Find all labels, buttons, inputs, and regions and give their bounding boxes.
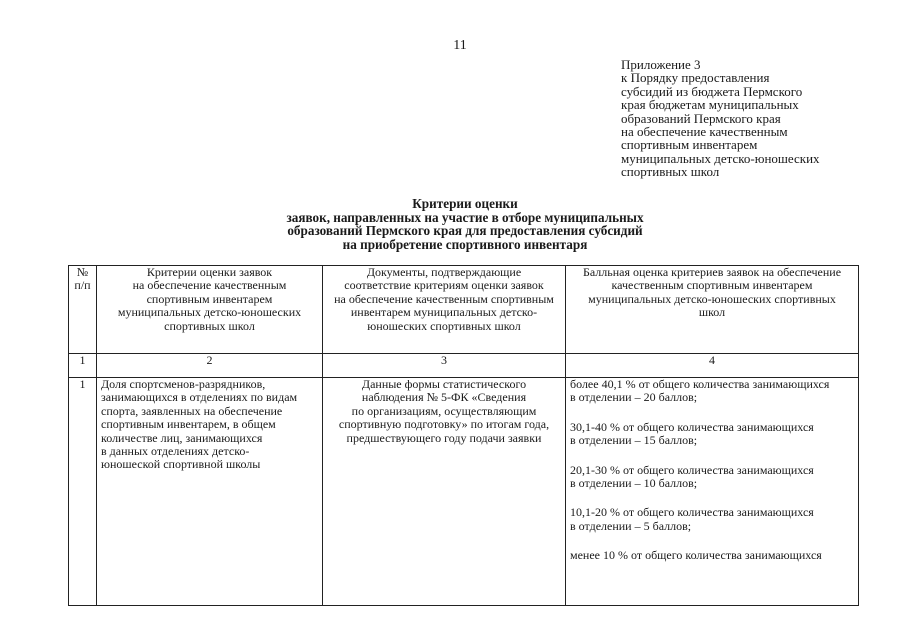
score-line: 10,1-20 % от общего количества занимающихся [570,505,814,520]
appendix-line: спортивным инвентарем [621,137,758,153]
document-line: Данные формы статистического [361,377,527,391]
score-line: в отделении – 15 баллов; [570,433,698,448]
title-line: образований Пермского края для предоставления субсидий [287,223,643,239]
score-line: в отделении – 20 баллов; [570,390,698,405]
row-number-cell: 1 [69,378,97,606]
score-item [570,378,858,405]
appendix-line: края бюджетам муниципальных [621,97,799,113]
document-line: наблюдения № 5-ФК «Сведения [361,390,527,405]
header-cell-scores [566,266,859,354]
header-line: юношеских спортивных школ [367,318,521,333]
header-line: Критерии оценки заявок [146,265,273,279]
criteria-table [68,265,859,606]
score-line: 30,1-40 % от общего количества занимающихся [570,419,814,434]
header-line: Балльная оценка критериев заявок на обеспечение [582,265,842,279]
score-cell [566,378,859,606]
document-line: предшествующего году подачи заявки [346,430,542,445]
table-row [69,378,859,606]
criterion-line: количестве лиц, занимающихся [101,430,263,445]
score-line: в отделении – 10 баллов; [570,476,698,491]
score-line: более 40,1 % от общего количества занимающихся [570,377,830,391]
document-cell [323,378,566,606]
column-number-cell: 2 [97,354,323,378]
column-number-cell: 4 [566,354,859,378]
column-number-row [69,354,859,378]
header-cell-documents [323,266,566,354]
score-item [570,506,858,533]
header-cell-criteria [97,266,323,354]
header-line: качественным спортивным инвентарем [611,278,813,293]
score-item [570,549,858,562]
appendix-line: Приложение 3 [621,57,701,72]
header-line: соответствие критериям оценки заявок [344,278,544,293]
appendix-line: на обеспечение качественным [621,124,788,140]
criterion-line: в данных отделениях детско- [101,444,250,459]
document-title [200,197,730,251]
header-line: спортивных школ [164,318,255,333]
score-item [570,464,858,491]
header-line: спортивным инвентарем [146,291,273,306]
appendix-line: образований Пермского края [621,110,781,126]
appendix-note [621,58,881,179]
column-number-cell: 1 [69,354,97,378]
header-line: на обеспечение качественным [132,278,287,293]
document-line: по организациям, осуществляющим [351,403,537,418]
document-line: спортивную подготовку» по итогам года, [338,417,550,432]
header-line: на обеспечение качественным спортивным [334,291,554,306]
criterion-line: занимающихся в отделениях по видам [101,390,298,405]
score-line: в отделении – 5 баллов; [570,518,692,533]
criterion-line: спорта, заявленных на обеспечение [101,403,283,418]
appendix-line: спортивных школ [621,164,720,180]
header-line: инвентарем муниципальных детско- [350,305,538,320]
criterion-line: юношеской спортивной школы [101,457,261,472]
criterion-line: Доля спортсменов-разрядников, [101,377,266,391]
header-line: муниципальных детско-юношеских [117,305,302,320]
title-line: Критерии оценки [412,196,518,211]
score-line: 20,1-30 % от общего количества занимающихся [570,462,814,477]
appendix-line: к Порядку предоставления [621,70,770,86]
header-cell-number [69,266,97,354]
score-line: менее 10 % от общего количества занимающихся [570,548,822,563]
appendix-line: муниципальных детско-юношеских [621,150,820,166]
criterion-line: спортивным инвентарем, в общем [101,417,276,432]
header-line: № [76,265,89,279]
title-line: на приобретение спортивного инвентаря [342,236,588,252]
header-line: Документы, подтверждающие [366,265,522,279]
table-header-row [69,266,859,354]
score-item [570,421,858,448]
title-line: заявок, направленных на участие в отборе муниципальных [286,209,644,225]
appendix-line: субсидий из бюджета Пермского [621,83,803,99]
page-number: 11 [453,38,467,53]
header-line: муниципальных детско-юношеских спортивных [588,291,836,306]
header-line: школ [698,305,726,320]
column-number-cell: 3 [323,354,566,378]
criterion-cell [97,378,323,606]
header-line: п/п [74,278,91,293]
